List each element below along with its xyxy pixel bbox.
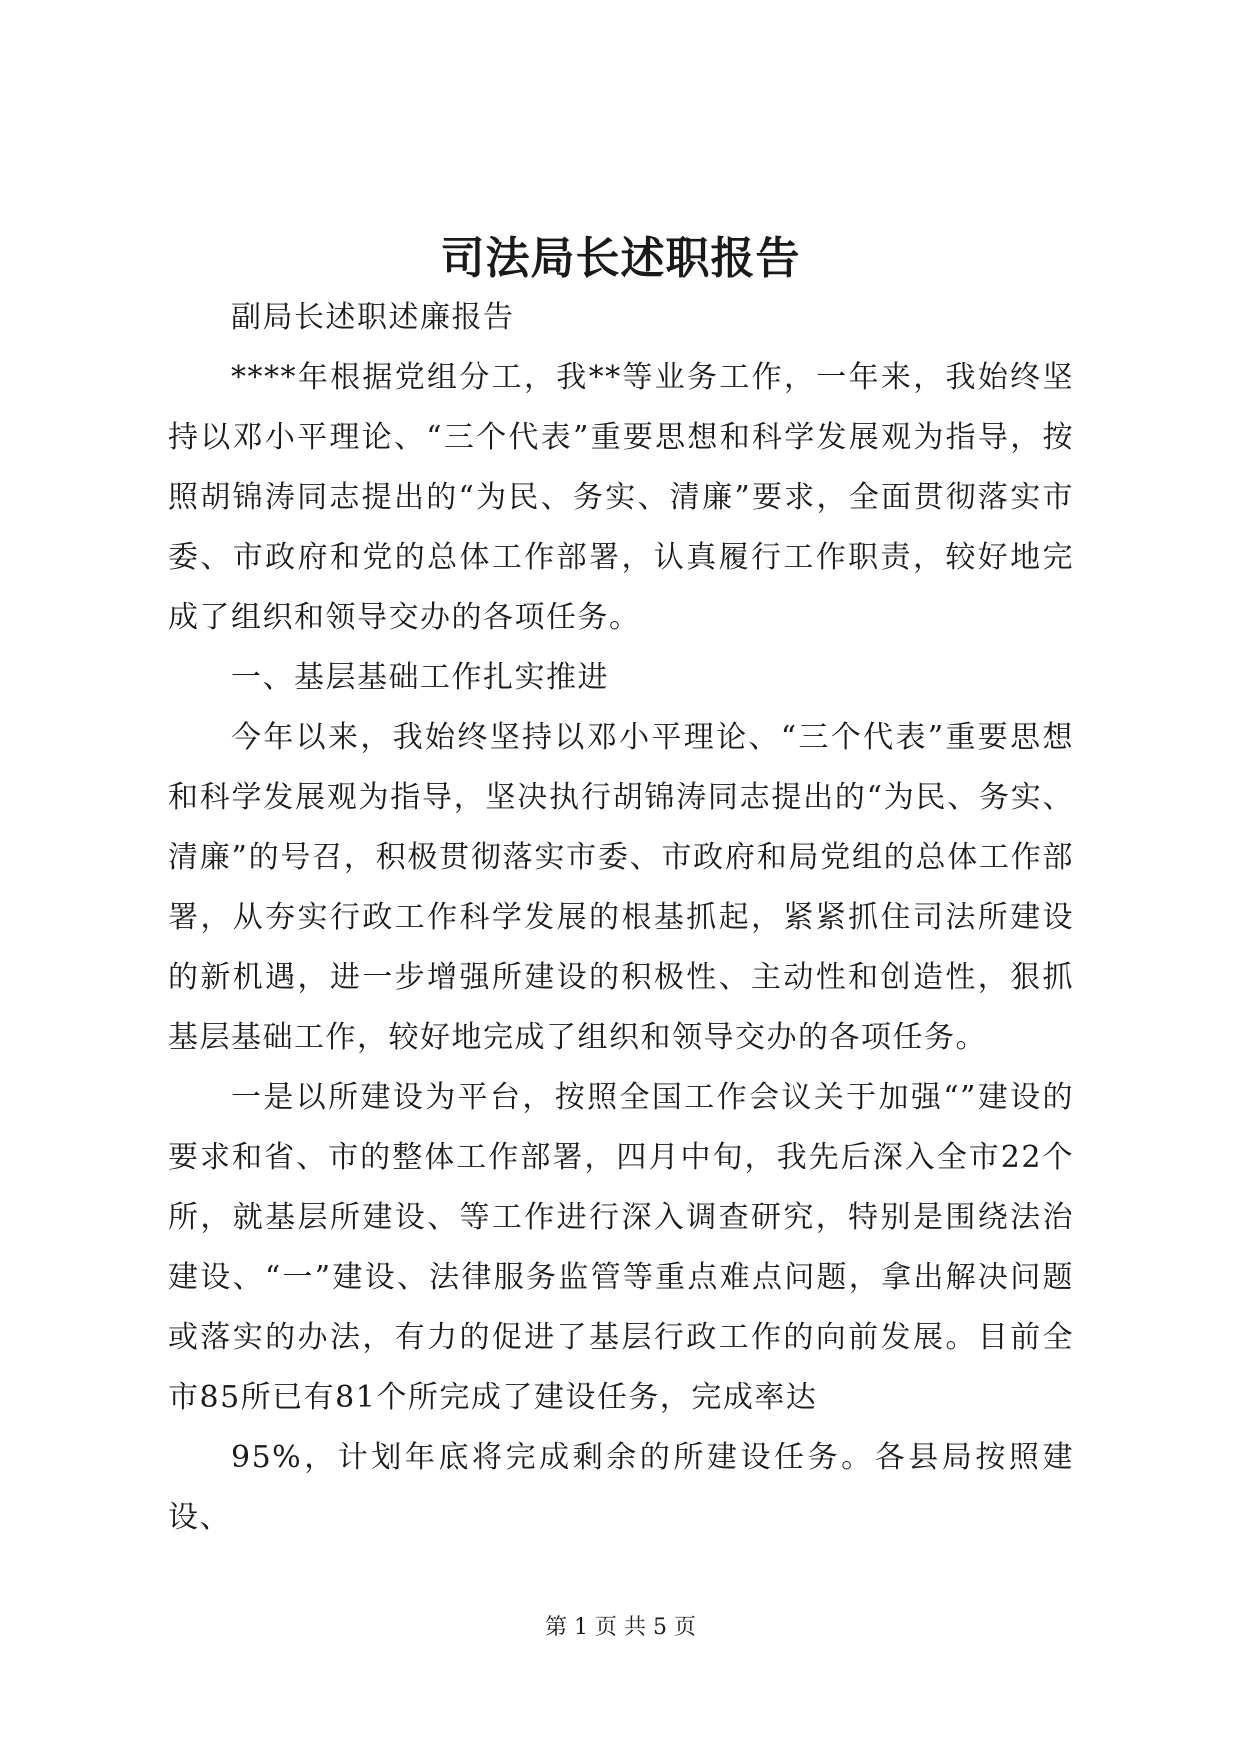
paragraph-subtitle: 副局长述职述廉报告 (231, 300, 515, 335)
section-heading-1: 一、基层基础工作扎实推进 (231, 660, 609, 695)
paragraph-section-1: 今年以来，我始终坚持以邓小平理论、“三个代表”重要思想和科学发展观为指导，坚决执行胡锦涛同志提出的“为民、务实、清廉”的号召，积极贯彻落实市委、市政府和局党组的总体工作部署，从夯实行政工作科学发展的根基抓起，紧紧抓住司法所建设的新机遇，进一步增强所建设的积极性、主动性和创造性，狠抓基层基础工作，较好地完成了组织和领导交办的各项任务。 (168, 720, 1074, 1055)
paragraph-point-1: 一是以所建设为平台，按照全国工作会议关于加强“”建设的要求和省、市的整体工作部署，四月中旬，我先后深入全市22个所，就基层所建设、等工作进行深入调查研究，特别是围绕法治建设、“一”建设、法律服务监管等重点难点问题，拿出解决问题或落实的办法，有力的促进了基层行政工作的向前发展。目前全市85所已有81个所完成了建设任务，完成率达 (168, 1080, 1074, 1415)
document-title: 司法局长述职报告 (440, 233, 801, 284)
document-body (168, 288, 1074, 1548)
paragraph-intro: ****年根据党组分工，我**等业务工作，一年来，我始终坚持以邓小平理论、“三个代表”重要思想和科学发展观为指导，按照胡锦涛同志提出的“为民、务实、清廉”要求，全面贯彻落实市委、市政府和党的总体工作部署，认真履行工作职责，较好地完成了组织和领导交办的各项任务。 (168, 360, 1074, 635)
paragraph-continuation: 95%，计划年底将完成剩余的所建设任务。各县局按照建设、 (168, 1440, 1074, 1535)
page-number-footer: 第 1 页 共 5 页 (545, 1615, 696, 1640)
